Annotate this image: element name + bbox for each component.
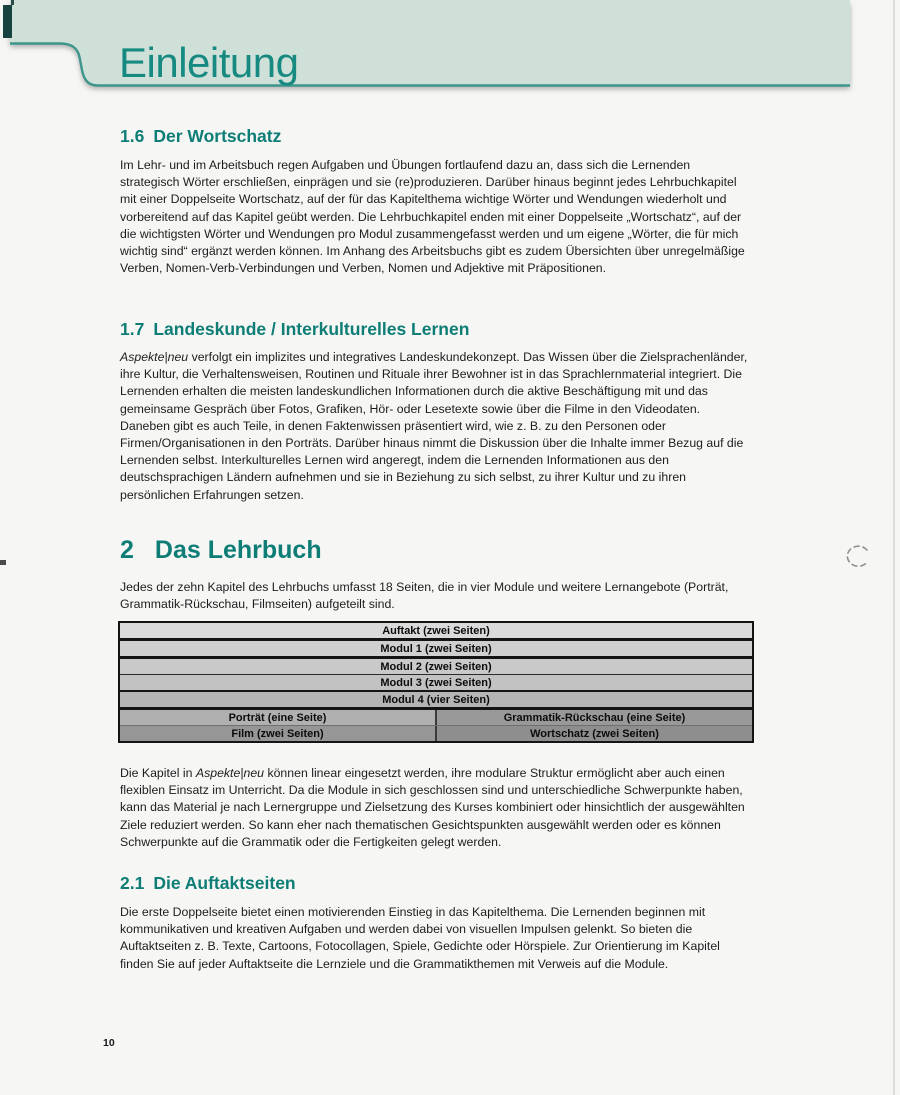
section-number: 2.1 — [120, 873, 145, 893]
chapter-number: 2 — [120, 536, 134, 564]
table-cell: Modul 2 (zwei Seiten) — [380, 660, 492, 673]
table-row — [120, 623, 752, 638]
book-name-italic: Aspekte|neu — [195, 766, 265, 780]
section-heading-landeskunde — [120, 319, 760, 340]
page-title: Einleitung — [119, 39, 299, 86]
table-cell-grammatik: Grammatik-Rückschau (eine Seite) — [437, 710, 752, 725]
section-heading-auftaktseiten — [120, 873, 760, 894]
table-cell: Auftakt (zwei Seiten) — [382, 624, 490, 637]
table-cell: Modul 1 (zwei Seiten) — [380, 642, 492, 655]
section-heading-wortschatz — [120, 126, 760, 147]
table-cell-portraet: Porträt (eine Seite) — [120, 710, 437, 725]
table-cell-film: Film (zwei Seiten) — [120, 726, 437, 741]
table-cell-wortschatz: Wortschatz (zwei Seiten) — [437, 726, 752, 741]
paragraph-landeskunde: Aspekte|neu verfolgt ein implizites und integratives Landeskundekonzept. Das Wissen über die Zielsprachenländer, ihre Kultur, die Verhaltensweisen, Routinen und Rituale ihrer Bewohner ist in das Sprachlernmaterial integriert. Die Lernenden erhalten die meisten landeskundlichen Informationen durch die aktive Beschäftigung mit und das gemeinsame Gespräch über Fotos, Grafiken, Hör- oder Lesetexte sowie über die Filme in den Videodaten. Daneben gibt es auch Teile, in denen Faktenwissen präsentiert wird, wie z. B. zu den Personen oder Firmen/Organisationen in den Porträts. Darüber hinaus nimmt die Diskussion über die Inhalte immer Bezug auf die Lernenden selbst. Interkulturelles Lernen wird angeregt, indem die Lernenden Informationen aus den deutschsprachigen Ländern aufnehmen und sie in Beziehung zu sich selbst, zu ihrer Kultur und zu ihren persönlichen Erfahrungen setzen. — [120, 350, 748, 502]
table-cell: Modul 3 (zwei Seiten) — [380, 676, 492, 689]
paragraph-flexibler-einsatz: Die Kapitel in Aspekte|neu können linear eingesetzt werden, ihre modulare Struktur ermöglicht aber auch einen flexiblen Einsatz im Unterricht. Da die Module in sich geschlossen sind und unterschiedliche Schwerpunkte haben, kann das Material je nach Lernergruppe und Zielsetzung des Kurses kombiniert oder hinsichtlich der ausgewählten Ziele reduziert werden. So kann eher nach thematischen Gesichtspunkten ausgewählt werden oder es können Schwerpunkte auf die Grammatik oder die Fertigkeiten gelegt werden. — [120, 766, 745, 849]
page-edge-line — [893, 0, 895, 1095]
chapter-structure-table — [118, 621, 754, 743]
paragraph-lehrbuch-intro: Jedes der zehn Kapitel des Lehrbuchs umfasst 18 Seiten, die in vier Module und weitere Lernangebote (Porträt, Grammatik-Rückschau, Filmseiten) aufgeteilt sind. — [120, 580, 729, 612]
table-row — [120, 674, 752, 690]
table-row — [120, 707, 752, 725]
paragraph-auftaktseiten: Die erste Doppelseite bietet einen motivierenden Einstieg in das Kapitelthema. Die Lernenden beginnen mit kommunikativen und kreativen Aufgaben und werden dabei von visuellen Impulsen gelenkt. So bieten die Auftaktseiten z. B. Texte, Cartoons, Fotocollagen, Spiele, Gedichte oder Hörspiele. Zur Orientierung im Kapitel finden Sie auf jeder Auftaktseite die Lernziele und die Grammatikthemen mit Verweis auf die Module. — [120, 905, 720, 971]
table-row — [120, 725, 752, 741]
section-title: Der Wortschatz — [153, 126, 282, 146]
section-number: 1.6 — [120, 126, 145, 146]
scan-artifact-squiggle — [840, 540, 878, 578]
corner-mark — [3, 5, 12, 38]
page-number: 10 — [103, 1037, 115, 1049]
section-number: 1.7 — [120, 319, 145, 339]
scan-artifact-dash — [0, 560, 6, 565]
chapter-heading-lehrbuch — [120, 536, 760, 565]
table-cell: Modul 4 (vier Seiten) — [382, 693, 490, 706]
book-name-italic: Aspekte|neu — [120, 350, 189, 364]
paragraph-wortschatz: Im Lehr- und im Arbeitsbuch regen Aufgaben und Übungen fortlaufend dazu an, dass sich die Lernenden strategisch Wörter erschließen, einprägen und sie (re)produzieren. Darüber hinaus beginnt jedes Lehrbuchkapitel mit einer Doppelseite Wortschatz, auf der für das Kapitelthema wichtige Wörter und Wendungen wiederholt und vorbereitend auf das Kapitel geübt werden. Die Lehrbuchkapitel enden mit einer Doppelseite „Wortschatz“, auf der die wichtigsten Wörter und Wendungen pro Modul zusammengefasst werden und um eigene „Wörter, die für mich wichtig sind“ ergänzt werden können. Im Anhang des Arbeitsbuchs gibt es zudem Übersichten über unregelmäßige Verben, Nomen-Verb-Verbindungen und Verben, Nomen und Adjektive mit Präpositionen. — [120, 158, 745, 276]
chapter-title: Das Lehrbuch — [154, 536, 322, 564]
table-row — [120, 656, 752, 674]
section-title: Die Auftaktseiten — [153, 873, 296, 893]
table-row — [120, 690, 752, 707]
section-title: Landeskunde / Interkulturelles Lernen — [153, 319, 470, 339]
table-row — [120, 638, 752, 656]
